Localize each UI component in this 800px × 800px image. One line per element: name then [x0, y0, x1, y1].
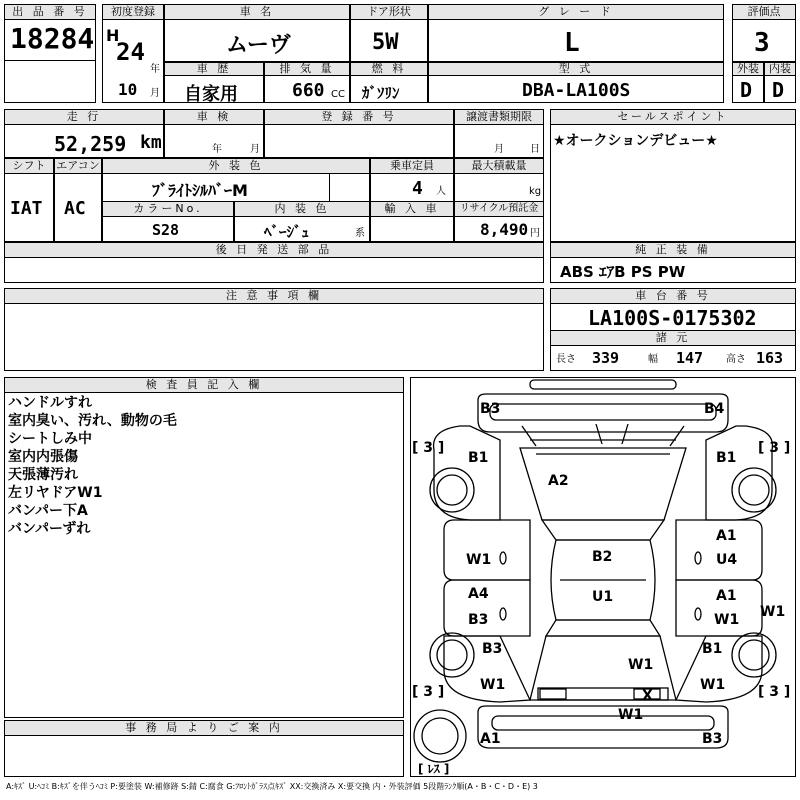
inspection-year-unit: 年 — [212, 144, 222, 155]
interior-color: ﾍﾞｰｼﾞｭ — [264, 223, 310, 241]
exterior-color: ﾌﾞﾗｲﾄｼﾙﾊﾞｰM — [152, 181, 248, 200]
history: 自家用 — [184, 84, 238, 105]
damage-code: B3 — [702, 731, 723, 747]
mileage-header: 走 行 — [4, 109, 164, 125]
exterior-score: D — [740, 78, 753, 102]
grade: L — [564, 28, 580, 58]
damage-code: U4 — [716, 552, 738, 568]
width: 147 — [676, 349, 704, 367]
sales-point-text: ★オークションデビュー★ — [553, 133, 718, 149]
registration-month: 10 — [118, 80, 138, 99]
fuel-header: 燃 料 — [350, 62, 428, 76]
capacity: 4 — [412, 178, 423, 199]
damage-code: B1 — [702, 641, 723, 657]
max-load-header: 最大積載量 — [454, 158, 544, 174]
interior-color-header: 内 装 色 — [234, 201, 370, 217]
damage-code: B3 — [480, 401, 501, 417]
damage-code: B3 — [468, 612, 489, 628]
damage-code: W1 — [628, 657, 654, 673]
damage-code: U1 — [592, 589, 614, 605]
year-unit: 年 — [150, 64, 160, 75]
air-conditioner: AC — [64, 198, 86, 219]
grade-header: グ レ ー ド — [428, 4, 724, 20]
exterior-header: 外装 — [732, 62, 764, 76]
width-label: 幅 — [648, 354, 658, 365]
damage-code: A4 — [468, 586, 489, 602]
lot-number-header: 出 品 番 号 — [4, 4, 96, 20]
chassis-number: LA100S-0175302 — [588, 306, 757, 330]
note-line: シートしみ中 — [8, 431, 92, 447]
fuel: ｶﾞｿﾘﾝ — [362, 84, 400, 102]
spare-tire-label: [ ﾚｽ ] — [418, 762, 450, 776]
damage-code: W1 — [618, 707, 644, 723]
damage-code: B3 — [482, 641, 503, 657]
height-label: 高さ — [726, 354, 746, 365]
mileage: 52,259 — [54, 132, 127, 156]
height: 163 — [756, 349, 784, 367]
era: H — [106, 26, 120, 45]
damage-code: W1 — [466, 552, 492, 568]
damage-code: X — [642, 688, 653, 704]
note-line: 室内内張傷 — [8, 449, 78, 465]
inspection-month-unit: 月 — [250, 144, 260, 155]
model-header: 型 式 — [428, 62, 724, 76]
color-no-header: カラーNo. — [102, 201, 234, 217]
damage-code: W1 — [480, 677, 506, 693]
month-unit: 月 — [150, 88, 160, 99]
equipment-header: 純 正 装 備 — [550, 242, 796, 258]
tire-score-front-right: [ 3 ] — [758, 440, 791, 456]
capacity-unit: 人 — [436, 186, 446, 197]
shift: IAT — [10, 198, 43, 219]
chassis-header: 車 台 番 号 — [550, 288, 796, 304]
interior-header: 内装 — [764, 62, 796, 76]
note-line: バンパー下A — [8, 503, 88, 519]
dimensions-header: 諸 元 — [550, 330, 796, 346]
first-registration-header: 初度登録 — [102, 4, 164, 20]
delivery-parts-header: 後 日 発 送 部 品 — [4, 242, 544, 258]
score-header: 評価点 — [732, 4, 796, 20]
transfer-deadline-header: 譲渡書類期限 — [454, 109, 544, 125]
door-header: ドア形状 — [350, 4, 428, 20]
max-load-unit: kg — [529, 186, 542, 197]
note-line: 左リヤドアW1 — [8, 485, 103, 501]
note-line: ハンドルすれ — [8, 395, 92, 411]
mileage-unit: km — [140, 132, 162, 153]
recycle-header: リサイクル預託金 — [454, 201, 544, 217]
inspector-notes-header: 検 査 員 記 入 欄 — [4, 377, 404, 393]
damage-legend: A:ｷｽﾞ U:ﾍｺﾐ B:ｷｽﾞを伴うﾍｺﾐ P:要塗装 W:補修跡 S:錆 C:腐食 G:ﾌﾛﾝﾄｶﾞﾗｽ点ｷｽﾞ XX:交換済み X:要交換 内・外装評価 5段階ﾗﾝｸ順(A・B・C・D・E) 3 — [6, 782, 538, 791]
note-line: バンパーずれ — [8, 521, 91, 537]
history-header: 車 歴 — [164, 62, 264, 76]
shift-header: シフト — [4, 158, 54, 174]
note-line: 室内臭い、汚れ、動物の毛 — [8, 413, 177, 429]
lot-number: 18284 — [10, 22, 95, 55]
sales-point-header: セールスポイント — [550, 109, 796, 125]
registration-year: 24 — [116, 38, 145, 66]
transfer-month-unit: 月 — [494, 144, 504, 155]
tire-score-rear-right: [ 3 ] — [758, 684, 791, 700]
damage-code: W1 — [714, 612, 740, 628]
interior-score: D — [772, 78, 785, 102]
displacement-header: 排 気 量 — [264, 62, 350, 76]
model-code: DBA-LA100S — [522, 80, 631, 101]
damage-code: A1 — [716, 588, 737, 604]
damage-code: W1 — [760, 604, 786, 620]
displacement-unit: CC — [331, 89, 345, 100]
damage-code: B1 — [468, 450, 489, 466]
import-header: 輸 入 車 — [370, 201, 454, 217]
length-label: 長さ — [556, 354, 576, 365]
damage-code: A1 — [480, 731, 501, 747]
capacity-header: 乗車定員 — [370, 158, 454, 174]
tire-score-rear-left: [ 3 ] — [412, 684, 445, 700]
caution-header: 注 意 事 項 欄 — [4, 288, 544, 304]
score: 3 — [754, 28, 770, 58]
length: 339 — [592, 349, 620, 367]
tire-score-front-left: [ 3 ] — [412, 440, 445, 456]
car-name-header: 車 名 — [164, 4, 350, 20]
inspection-header: 車 検 — [164, 109, 264, 125]
door-type: 5W — [372, 30, 399, 55]
damage-code: B4 — [704, 401, 725, 417]
interior-color-unit: 系 — [355, 228, 365, 239]
note-line: 天張薄汚れ — [8, 467, 78, 483]
damage-code: B1 — [716, 450, 737, 466]
damage-code: A2 — [548, 473, 569, 489]
color-number: S28 — [152, 221, 180, 239]
damage-code: A1 — [716, 528, 737, 544]
car-name: ムーヴ — [226, 33, 291, 58]
ac-header: エアコン — [54, 158, 102, 174]
office-notice-header: 事 務 局 よ り ご 案 内 — [4, 720, 404, 736]
exterior-color-header: 外 装 色 — [102, 158, 370, 174]
damage-code: W1 — [700, 677, 726, 693]
reg-number-header: 登 録 番 号 — [264, 109, 454, 125]
displacement: 660 — [292, 80, 325, 101]
recycle-deposit: 8,490 — [480, 220, 529, 239]
equipment: ABS ｴｱB PS PW — [560, 263, 686, 281]
recycle-unit: 円 — [530, 228, 540, 239]
damage-code: B2 — [592, 549, 613, 565]
transfer-day-unit: 日 — [530, 144, 540, 155]
